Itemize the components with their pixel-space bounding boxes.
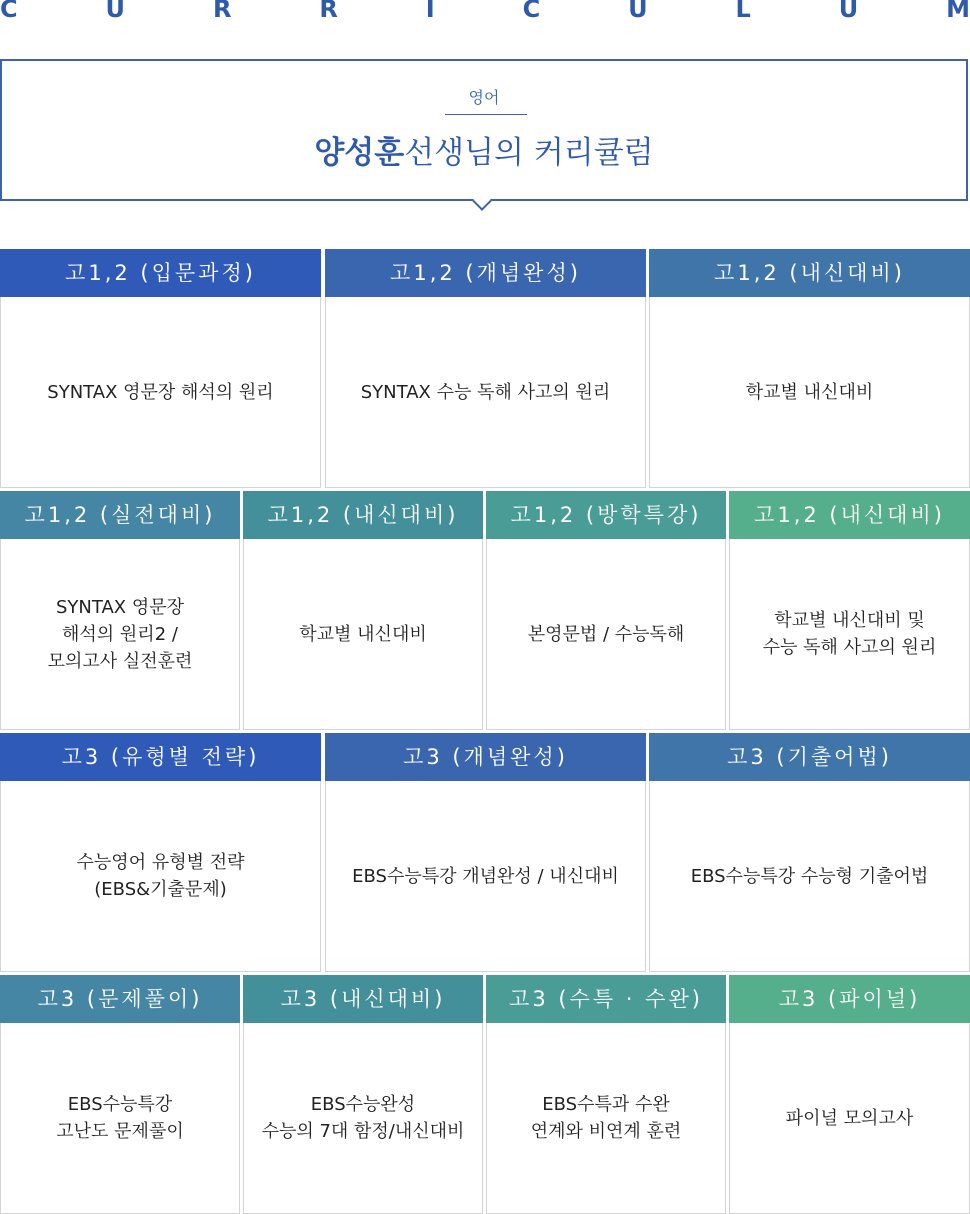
heading-letter: C (0, 0, 18, 23)
course-heading: 고1,2 (내신대비) (243, 491, 483, 539)
course-content: EBS수능특강 수능형 기출어법 (649, 781, 970, 972)
heading-letter: C (522, 0, 541, 23)
curriculum-letter-heading (0, 0, 970, 21)
course-card (0, 975, 240, 1214)
course-card (0, 733, 321, 972)
heading-letter: U (838, 0, 859, 23)
page-title (2, 133, 966, 173)
heading-letter: I (425, 0, 435, 23)
heading-letter: U (628, 0, 648, 23)
course-card (0, 249, 321, 488)
course-content: 본영문법 / 수능독해 (486, 539, 726, 730)
course-heading: 고3 (개념완성) (325, 733, 646, 781)
course-content: SYNTAX 영문장 해석의 원리 (0, 297, 321, 488)
course-card (486, 975, 726, 1214)
course-content: EBS수능특강 고난도 문제풀이 (0, 1023, 240, 1214)
course-heading: 고3 (파이널) (729, 975, 970, 1023)
heading-letter: U (105, 0, 126, 23)
course-content: 학교별 내신대비 및 수능 독해 사고의 원리 (729, 539, 970, 730)
course-heading: 고3 (내신대비) (243, 975, 483, 1023)
course-heading: 고1,2 (내신대비) (729, 491, 970, 539)
course-card (243, 491, 483, 730)
heading-letter: L (735, 0, 751, 23)
course-content: 수능영어 유형별 전략 (EBS&기출문제) (0, 781, 321, 972)
course-card (649, 733, 970, 972)
course-content: 파이널 모의고사 (729, 1023, 970, 1214)
course-card (243, 975, 483, 1214)
course-content: EBS수능완성 수능의 7대 함정/내신대비 (243, 1023, 483, 1214)
course-heading: 고1,2 (실전대비) (0, 491, 240, 539)
course-content: EBS수능특강 개념완성 / 내신대비 (325, 781, 646, 972)
course-content: 학교별 내신대비 (649, 297, 970, 488)
course-card (325, 249, 646, 488)
course-card (486, 491, 726, 730)
teacher-name: 양성훈 (314, 135, 405, 171)
course-heading: 고1,2 (방학특강) (486, 491, 726, 539)
course-card (729, 491, 970, 730)
subject-label: 영어 (468, 88, 500, 107)
course-card (649, 249, 970, 488)
course-card (729, 975, 970, 1214)
course-heading: 고3 (유형별 전략) (0, 733, 321, 781)
title-suffix: 선생님의 커리큘럼 (404, 135, 654, 171)
curriculum-title-box (0, 59, 968, 201)
course-card (0, 491, 240, 730)
course-card (325, 733, 646, 972)
course-heading: 고1,2 (개념완성) (325, 249, 646, 297)
heading-letter: M (946, 0, 970, 23)
course-content: SYNTAX 수능 독해 사고의 원리 (325, 297, 646, 488)
course-heading: 고3 (수특 · 수완) (486, 975, 726, 1023)
heading-letter: R (212, 0, 232, 23)
course-heading: 고3 (문제풀이) (0, 975, 240, 1023)
speech-pointer (472, 191, 492, 211)
course-heading: 고1,2 (내신대비) (649, 249, 970, 297)
subject-underline (445, 114, 527, 115)
course-content: SYNTAX 영문장 해석의 원리2 / 모의고사 실전훈련 (0, 539, 240, 730)
heading-letter: R (319, 0, 338, 23)
course-heading: 고1,2 (입문과정) (0, 249, 321, 297)
course-content: 학교별 내신대비 (243, 539, 483, 730)
course-content: EBS수특과 수완 연계와 비연계 훈련 (486, 1023, 726, 1214)
course-heading: 고3 (기출어법) (649, 733, 970, 781)
